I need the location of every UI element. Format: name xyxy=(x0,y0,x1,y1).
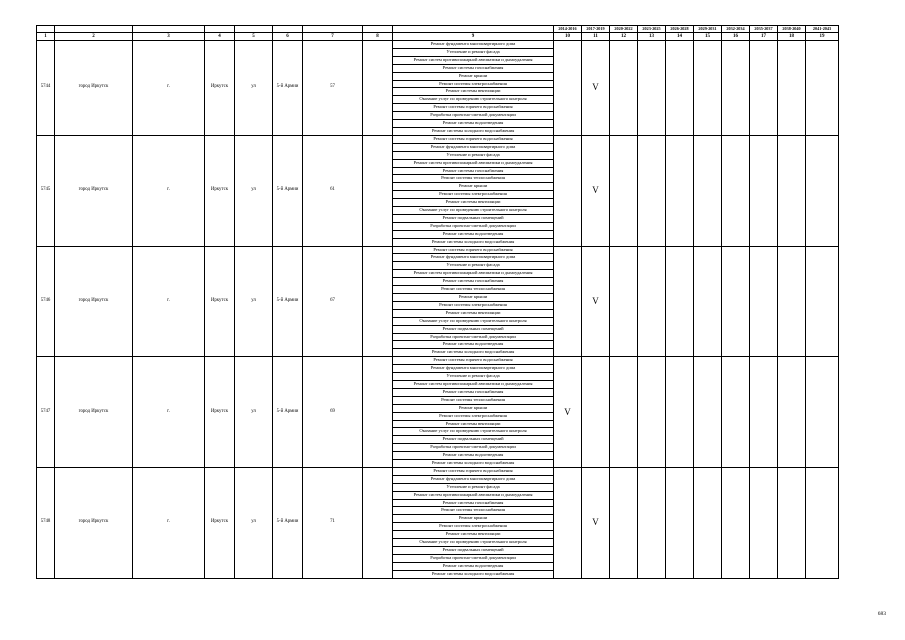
street-type-cell: ул xyxy=(235,467,273,578)
period-mark-cell: V xyxy=(582,467,610,578)
work-type-cell: Ремонт системы горячего водоснабжения xyxy=(393,467,554,475)
period-mark-cell: V xyxy=(582,135,610,246)
period-empty-cell xyxy=(610,246,638,357)
period-empty-cell xyxy=(666,246,694,357)
work-type-cell: Ремонт крыши xyxy=(393,72,554,80)
locality-type-cell: г. xyxy=(133,467,205,578)
period-empty-cell xyxy=(610,357,638,468)
period-empty-cell xyxy=(638,467,666,578)
street-type-cell: ул xyxy=(235,135,273,246)
work-type-cell: Ремонт систем противопожарной автоматики и дымоудаления xyxy=(393,270,554,278)
work-type-cell: Ремонт системы электроснабжения xyxy=(393,191,554,199)
work-type-cell: Ремонт фундамента многоквартирного дома xyxy=(393,254,554,262)
street-cell: 5-й Армии xyxy=(273,135,303,246)
period-empty-cell xyxy=(806,135,839,246)
house-number-id: 5745 xyxy=(37,135,55,246)
city-cell: Иркутск xyxy=(205,41,235,136)
period-empty-cell xyxy=(722,135,750,246)
street-type-cell: ул xyxy=(235,41,273,136)
period-mark-cell: V xyxy=(554,357,582,468)
period-empty-cell xyxy=(750,467,778,578)
capital-repair-register-table xyxy=(36,25,839,579)
work-type-cell: Ремонт системы холодного водоснабжения xyxy=(393,238,554,246)
street-cell: 5-й Армии xyxy=(273,467,303,578)
work-type-cell: Ремонт подвальных помещений xyxy=(393,436,554,444)
house-cell: 69 xyxy=(303,357,363,468)
period-header-cell: 2032-2034 xyxy=(722,26,750,33)
period-empty-cell xyxy=(554,135,582,246)
work-type-cell: Ремонт системы горячего водоснабжения xyxy=(393,135,554,143)
page-number: 683 xyxy=(877,611,886,617)
work-type-cell: Ремонт системы холодного водоснабжения xyxy=(393,570,554,578)
column-number-cell: 16 xyxy=(722,33,750,41)
work-type-cell: Разработка проектно-сметной документации xyxy=(393,554,554,562)
period-empty-cell xyxy=(806,41,839,136)
period-empty-cell xyxy=(638,135,666,246)
work-type-cell: Ремонт системы теплоснабжения xyxy=(393,175,554,183)
period-empty-cell xyxy=(778,41,806,136)
period-empty-cell xyxy=(778,135,806,246)
column-number-cell: 9 xyxy=(393,33,554,41)
work-type-cell: Ремонт системы электроснабжения xyxy=(393,412,554,420)
work-type-cell: Утепление и ремонт фасада xyxy=(393,48,554,56)
work-type-cell: Ремонт крыши xyxy=(393,404,554,412)
work-type-cell: Ремонт системы холодного водоснабжения xyxy=(393,127,554,135)
table-row xyxy=(37,246,839,254)
work-type-cell: Ремонт системы водоотведения xyxy=(393,120,554,128)
work-type-cell: Ремонт системы водоотведения xyxy=(393,341,554,349)
column-number-cell: 12 xyxy=(610,33,638,41)
period-empty-cell xyxy=(666,467,694,578)
locality-type-cell: г. xyxy=(133,357,205,468)
spacer-cell xyxy=(363,41,393,136)
work-type-cell: Ремонт фундамента многоквартирного дома xyxy=(393,475,554,483)
period-empty-cell xyxy=(666,41,694,136)
period-empty-cell xyxy=(750,357,778,468)
period-header-cell: 2035-2037 xyxy=(750,26,778,33)
header-spacer-cell xyxy=(133,26,205,33)
work-type-cell: Ремонт подвальных помещений xyxy=(393,325,554,333)
work-type-cell: Ремонт системы газоснабжения xyxy=(393,388,554,396)
period-mark-cell: V xyxy=(582,41,610,136)
work-type-cell: Ремонт системы вентиляции xyxy=(393,88,554,96)
work-type-cell: Ремонт подвальных помещений xyxy=(393,547,554,555)
period-empty-cell xyxy=(750,246,778,357)
period-empty-cell xyxy=(638,41,666,136)
work-type-cell: Ремонт системы горячего водоснабжения xyxy=(393,104,554,112)
period-header-cell: 2014-2016 xyxy=(554,26,582,33)
header-spacer-cell xyxy=(55,26,133,33)
work-type-cell: Ремонт крыши xyxy=(393,294,554,302)
house-number-id: 5746 xyxy=(37,246,55,357)
header-spacer-cell xyxy=(205,26,235,33)
spacer-cell xyxy=(363,467,393,578)
work-type-cell: Ремонт системы газоснабжения xyxy=(393,64,554,72)
header-spacer-cell xyxy=(393,26,554,33)
work-type-cell: Ремонт системы водоотведения xyxy=(393,562,554,570)
work-type-cell: Ремонт системы водоотведения xyxy=(393,230,554,238)
street-cell: 5-й Армии xyxy=(273,41,303,136)
work-type-cell: Ремонт системы теплоснабжения xyxy=(393,396,554,404)
work-type-cell: Ремонт системы электроснабжения xyxy=(393,80,554,88)
work-type-cell: Ремонт системы холодного водоснабжения xyxy=(393,460,554,468)
column-number-cell: 19 xyxy=(806,33,839,41)
work-type-cell: Ремонт фундамента многоквартирного дома xyxy=(393,143,554,151)
work-type-cell: Оказание услуг по проведению строительного контроля xyxy=(393,539,554,547)
period-empty-cell xyxy=(694,135,722,246)
column-number-cell: 15 xyxy=(694,33,722,41)
column-number-cell: 18 xyxy=(778,33,806,41)
locality-cell: город Иркутск xyxy=(55,357,133,468)
period-empty-cell xyxy=(806,246,839,357)
column-number-row xyxy=(37,33,839,41)
period-mark-cell: V xyxy=(582,246,610,357)
period-empty-cell xyxy=(582,357,610,468)
header-spacer-cell xyxy=(235,26,273,33)
column-number-cell: 1 xyxy=(37,33,55,41)
period-header-cell: 2026-2028 xyxy=(666,26,694,33)
column-number-cell: 10 xyxy=(554,33,582,41)
work-type-cell: Утепление и ремонт фасада xyxy=(393,151,554,159)
house-number-id: 5744 xyxy=(37,41,55,136)
work-type-cell: Ремонт системы вентиляции xyxy=(393,420,554,428)
period-empty-cell xyxy=(722,41,750,136)
work-type-cell: Ремонт подвальных помещений xyxy=(393,214,554,222)
period-empty-cell xyxy=(610,41,638,136)
period-empty-cell xyxy=(722,357,750,468)
work-type-cell: Оказание услуг по проведению строительного контроля xyxy=(393,317,554,325)
house-cell: 57 xyxy=(303,41,363,136)
locality-cell: город Иркутск xyxy=(55,41,133,136)
work-type-cell: Ремонт системы теплоснабжения xyxy=(393,286,554,294)
work-type-cell: Ремонт системы вентиляции xyxy=(393,199,554,207)
work-type-cell: Ремонт системы вентиляции xyxy=(393,531,554,539)
column-number-cell: 3 xyxy=(133,33,205,41)
column-number-cell: 14 xyxy=(666,33,694,41)
period-empty-cell xyxy=(610,135,638,246)
work-type-cell: Ремонт крыши xyxy=(393,515,554,523)
period-empty-cell xyxy=(610,467,638,578)
column-number-cell: 13 xyxy=(638,33,666,41)
work-type-cell: Ремонт фундамента многоквартирного дома xyxy=(393,365,554,373)
house-cell: 67 xyxy=(303,246,363,357)
city-cell: Иркутск xyxy=(205,357,235,468)
work-type-cell: Утепление и ремонт фасада xyxy=(393,373,554,381)
locality-type-cell: г. xyxy=(133,135,205,246)
work-type-cell: Ремонт системы вентиляции xyxy=(393,309,554,317)
house-number-id: 5748 xyxy=(37,467,55,578)
work-type-cell: Ремонт системы теплоснабжения xyxy=(393,507,554,515)
city-cell: Иркутск xyxy=(205,135,235,246)
work-type-cell: Утепление и ремонт фасада xyxy=(393,262,554,270)
locality-cell: город Иркутск xyxy=(55,467,133,578)
register-body xyxy=(37,26,839,579)
spacer-cell xyxy=(363,135,393,246)
period-header-cell: 2041-2043 xyxy=(806,26,839,33)
period-empty-cell xyxy=(694,41,722,136)
work-type-cell: Разработка проектно-сметной документации xyxy=(393,333,554,341)
period-empty-cell xyxy=(554,467,582,578)
work-type-cell: Утепление и ремонт фасада xyxy=(393,483,554,491)
column-number-cell: 4 xyxy=(205,33,235,41)
table-row xyxy=(37,467,839,475)
street-cell: 5-й Армии xyxy=(273,357,303,468)
city-cell: Иркутск xyxy=(205,467,235,578)
work-type-cell: Ремонт системы газоснабжения xyxy=(393,167,554,175)
period-header-cell: 2038-2040 xyxy=(778,26,806,33)
period-header-cell: 2023-2025 xyxy=(638,26,666,33)
period-empty-cell xyxy=(806,357,839,468)
work-type-cell: Разработка проектно-сметной документации xyxy=(393,444,554,452)
table-row xyxy=(37,357,839,365)
work-type-cell: Оказание услуг по проведению строительного контроля xyxy=(393,428,554,436)
work-type-cell: Ремонт системы газоснабжения xyxy=(393,499,554,507)
period-header-cell: 2020-2022 xyxy=(610,26,638,33)
period-empty-cell xyxy=(638,246,666,357)
header-spacer-cell xyxy=(273,26,303,33)
period-empty-cell xyxy=(778,246,806,357)
house-cell: 61 xyxy=(303,135,363,246)
period-empty-cell xyxy=(554,41,582,136)
work-type-cell: Ремонт системы водоотведения xyxy=(393,452,554,460)
locality-cell: город Иркутск xyxy=(55,246,133,357)
period-empty-cell xyxy=(694,467,722,578)
work-type-cell: Ремонт системы горячего водоснабжения xyxy=(393,246,554,254)
work-type-cell: Ремонт системы газоснабжения xyxy=(393,278,554,286)
period-empty-cell xyxy=(666,135,694,246)
work-type-cell: Ремонт систем противопожарной автоматики и дымоудаления xyxy=(393,380,554,388)
header-spacer-cell xyxy=(303,26,363,33)
column-number-cell: 2 xyxy=(55,33,133,41)
locality-cell: город Иркутск xyxy=(55,135,133,246)
column-number-cell: 17 xyxy=(750,33,778,41)
work-type-cell: Ремонт системы электроснабжения xyxy=(393,523,554,531)
period-empty-cell xyxy=(666,357,694,468)
period-empty-cell xyxy=(554,246,582,357)
work-type-cell: Ремонт фундамента многоквартирного дома xyxy=(393,41,554,49)
header-spacer-cell xyxy=(37,26,55,33)
street-type-cell: ул xyxy=(235,357,273,468)
spacer-cell xyxy=(363,246,393,357)
work-type-cell: Ремонт систем противопожарной автоматики и дымоудаления xyxy=(393,491,554,499)
column-number-cell: 5 xyxy=(235,33,273,41)
period-empty-cell xyxy=(750,41,778,136)
period-empty-cell xyxy=(722,246,750,357)
header-spacer-cell xyxy=(363,26,393,33)
table-row xyxy=(37,41,839,49)
work-type-cell: Ремонт систем противопожарной автоматики и дымоудаления xyxy=(393,56,554,64)
work-type-cell: Разработка проектно-сметной документации xyxy=(393,112,554,120)
work-type-cell: Ремонт системы электроснабжения xyxy=(393,301,554,309)
work-type-cell: Оказание услуг по проведению строительного контроля xyxy=(393,96,554,104)
column-number-cell: 6 xyxy=(273,33,303,41)
period-empty-cell xyxy=(778,467,806,578)
work-type-cell: Оказание услуг по проведению строительного контроля xyxy=(393,207,554,215)
work-type-cell: Разработка проектно-сметной документации xyxy=(393,222,554,230)
period-empty-cell xyxy=(722,467,750,578)
work-type-cell: Ремонт системы холодного водоснабжения xyxy=(393,349,554,357)
period-header-cell: 2029-2031 xyxy=(694,26,722,33)
column-number-cell: 8 xyxy=(363,33,393,41)
period-empty-cell xyxy=(694,246,722,357)
work-type-cell: Ремонт крыши xyxy=(393,183,554,191)
house-number-id: 5747 xyxy=(37,357,55,468)
street-cell: 5-й Армии xyxy=(273,246,303,357)
street-type-cell: ул xyxy=(235,246,273,357)
period-empty-cell xyxy=(638,357,666,468)
work-type-cell: Ремонт систем противопожарной автоматики и дымоудаления xyxy=(393,159,554,167)
work-type-cell: Ремонт системы горячего водоснабжения xyxy=(393,357,554,365)
table-row xyxy=(37,135,839,143)
spacer-cell xyxy=(363,357,393,468)
period-header-cell: 2017-2019 xyxy=(582,26,610,33)
column-number-cell: 7 xyxy=(303,33,363,41)
period-header-row xyxy=(37,26,839,33)
house-cell: 71 xyxy=(303,467,363,578)
period-empty-cell xyxy=(806,467,839,578)
column-number-cell: 11 xyxy=(582,33,610,41)
period-empty-cell xyxy=(694,357,722,468)
locality-type-cell: г. xyxy=(133,41,205,136)
period-empty-cell xyxy=(750,135,778,246)
locality-type-cell: г. xyxy=(133,246,205,357)
city-cell: Иркутск xyxy=(205,246,235,357)
period-empty-cell xyxy=(778,357,806,468)
